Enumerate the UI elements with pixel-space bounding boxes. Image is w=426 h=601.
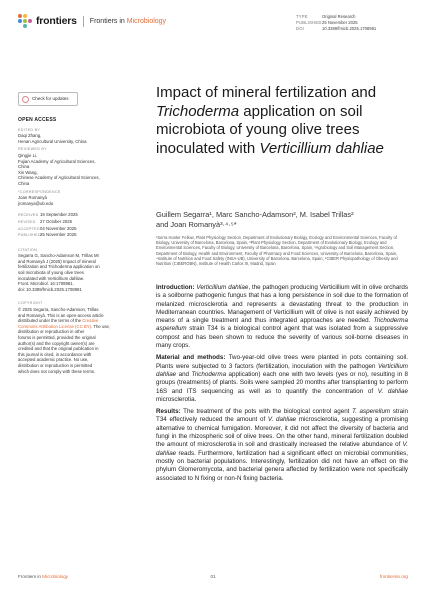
copyright: COPYRIGHT © 2025 Segarra, Sancho-Adamson, Trillas and Romanyà. This is an open-access article distributed under the terms of the Creative Commons Attribution License (CC BY). The use, distribution or reproduction in other forums is permitted, provided the original author(s) and the copyright owner(s) are credited and that the original publication in this journal is cited, in accordance with accepted academic practice. No use, distribution or reproduction is permitted which does not comply with these terms.	[18, 301, 111, 374]
footer-site-link[interactable]: frontiersin.org	[379, 574, 408, 579]
frontiers-logo-icon	[18, 14, 32, 28]
article-sidebar	[18, 92, 118, 376]
citation: CITATION Segarra G, Sancho-Adamson M, Trillas MI and Romanyà J (2025) Impact of mineral fertilization and Trichoderma application on soil microbiota of young olive trees inoculated with Verticillium dahliae. Front. Microbiol. 16:1708981. doi: 10.3389/fmicb.2025.1708981	[18, 247, 100, 292]
open-access-label: OPEN ACCESS	[18, 117, 57, 123]
brand-name: frontiers	[36, 15, 77, 27]
article-title: Impact of mineral fertilization and Trichoderma application on soil microbiota of young olive trees inoculated with Verticillium dahliae	[156, 84, 384, 157]
correspondence: *CORRESPONDENCE Joan Romanyà jromanya@ub.edu	[18, 190, 118, 207]
meta-doi: DOI 10.3389/fmicb.2025.1708981	[296, 26, 377, 31]
correspondence-email[interactable]: jromanya@ub.edu	[18, 200, 54, 206]
edited-by: EDITED BY Daqi Zhang, Henan Agricultural University, China	[18, 127, 87, 144]
brand-divider	[83, 16, 84, 27]
reviewed-by: REVIEWED BY Qingjie Li, Fujian Academy of Agricultural Sciences, China Xin Wang, Chinese Academy of Agricultural Sciences, China	[18, 147, 100, 186]
check-updates-label: Check for updates	[32, 96, 69, 102]
abstract-methods: Material and methods: Two-year-old olive trees were planted in pots containing soil. Plants were subjected to 3 factors (fertilization, inoculation with the pathogen Verticillium dahliae and Trichoderma application) each one with two levels (yes or no), resulting in 8 groups (treatments) of plants. Soils were sampled 20 months after transplanting to perform 16S and ITS sequencing as well as to quantify the concentration of V. dahliae microsclerotia.	[156, 354, 409, 403]
article-dates: RECEIVED 19 September 2025 REVISED 27 October 2025 ACCEPTED04 November 2025 PUBLISHED25 November 2025	[18, 212, 78, 238]
journal-name[interactable]: Frontiers in Microbiology	[89, 17, 167, 25]
page-header	[18, 14, 408, 44]
meta-published: PUBLISHED25 November 2025	[296, 20, 358, 25]
affiliations: ¹Serra Hunter Fellow, Plant Physiology Section, Department of Evolutionary Biology, Ecology and Environmental Sciences, Faculty of Biology, University of Barcelona, Barcelona, Spain, ²Plant Physiology Section, Department of Evolutionary Biology, Ecology and Environmental Sciences, Faculty of Biology, University of Barcelona, Barcelona, Spain, ³Agrobiology and Soil Management Section, Department of Biology, Health and Environment, Faculty of Pharmacy and Food Sciences, University of Barcelona, Barcelona, Spain, ⁴Institute of Nutrition and Food Safety (INSA-UB), University of Barcelona, Barcelona, Spain, ⁵CIBER Physiopathology of Obesity and Nutrition (CIBEROBN), Institute of Health Carlos III, Madrid, Spain	[156, 235, 398, 267]
article-meta	[296, 14, 408, 32]
cc-license-link[interactable]: Creative Commons Attribution License (CC BY)	[18, 318, 99, 329]
author-list: Guillem Segarra¹, Marc Sancho-Adamson², M. Isabel Trillas² and Joan Romanyà³·⁴·⁵*	[156, 210, 354, 229]
meta-type: TYPE Original Research	[296, 14, 356, 19]
footer-journal: Frontiers in Microbiology	[18, 574, 69, 579]
abstract-introduction: Introduction: Verticillium dahliae, the pathogen producing Verticillium wilt in olive orchards is a soilborne pathogenic fungus that has a long persistence in soil due to the formation of melanized microsclerotia and represents a devastating threat to the production in Mediterranean countries. Management of Verticillium wilt of olive is not easily achieved by means of a single treatment and thus integrated approaches are needed. Trichoderma asperellum strain T34 is a biological control agent that was isolated from a suppressive compost and has been shown to reduce the severity of various soil-borne diseases in many crops.	[156, 284, 408, 350]
abstract	[156, 284, 408, 487]
frontiers-logo[interactable]	[18, 14, 166, 28]
abstract-results: Results: The treatment of the pots with the biological control agent T. asperellum strain T34 effectively reduced the amount of V. dahliae microsclerotia, suggesting a promising alternative to chemical fumigation. Moreover, it did not affect the diversity of bacteria and fungi in the rhizospheric soil of olive trees. On the other hand, mineral fertilization doubled the amount of microsclerotia in soil and drastically increased the relative abundance of V. dahliae reads. Furthermore, fertilization had a significant effect on microbial communities, mostly on bacterial populations. Interestingly, fertilization did not have an effect on the phylum Glomeromycota, and bacterial genera affected by fertilization were not specifically associated to N fixing or non-N fixing bacteria.	[156, 408, 408, 482]
page-number: 01	[210, 574, 216, 579]
page-footer	[18, 574, 408, 584]
refresh-icon	[22, 96, 29, 103]
check-updates-button[interactable]	[18, 92, 78, 106]
